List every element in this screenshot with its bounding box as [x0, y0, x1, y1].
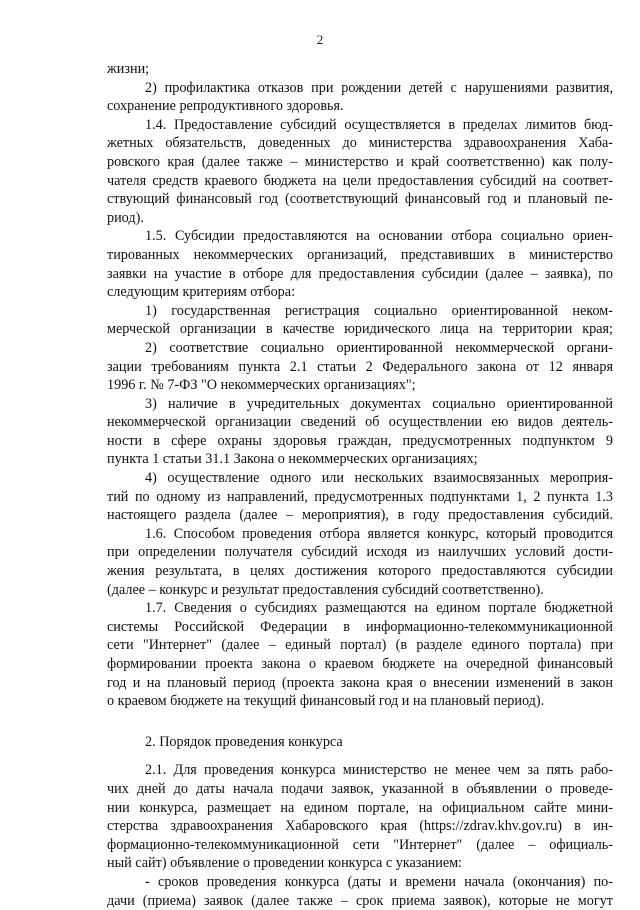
text-line: жения результата, в целях достижения которого предоставляются субсидии: [107, 563, 613, 580]
text-line: тий по одному из направлений, предусмотренных подпунктами 1, 2 пункта 1.3: [107, 488, 613, 505]
text-line: нии конкурса, размещает на едином портале, на официальном сайте мини-: [107, 799, 613, 816]
text-line: 2) соответствие социально ориентированной некоммерческой органи-: [145, 339, 613, 356]
text-line: системы Российской Федерации в информационно-телекоммуникационной: [107, 618, 613, 635]
text-line: сохранение репродуктивного здоровья.: [107, 98, 344, 115]
text-line: при определении получателя субсидий исходя из наилучших условий дости-: [107, 544, 613, 561]
text-line: жизни;: [107, 61, 150, 77]
text-line: тированных некоммерческих организаций, представивших в министерство: [107, 246, 613, 263]
text-line: сети "Интернет" (далее – единый портал) (в разделе единого портала) при: [107, 637, 613, 654]
text-line: мерческой организации в качестве юридического лица на территории края;: [107, 321, 613, 338]
text-line: жетных обязательств, доведенных до министерства здравоохранения Хаба-: [107, 135, 613, 152]
text-line: 2) профилактика отказов при рождении детей с нарушениями развития,: [145, 79, 613, 96]
text-line: - сроков проведения конкурса (даты и времени начала (окончания) по-: [145, 873, 613, 890]
text-line: дачи (приема) заявок (далее также – срок приема заявок), которые не могут: [107, 892, 613, 909]
text-line: 1.5. Субсидии предоставляются на основании отбора социально ориен-: [145, 228, 613, 245]
text-line: 2.1. Для проведения конкурса министерство не менее чем за пять рабо-: [145, 762, 613, 779]
text-line: заявки на участие в отборе для предоставления субсидии (далее – заявка), по: [107, 265, 613, 282]
text-line: о краевом бюджете на текущий финансовый год и на плановый период).: [107, 693, 545, 710]
text-line: пункта 1 статьи 31.1 Закона о некоммерческих организациях;: [107, 451, 478, 468]
text-line: ровского края (далее также – министерство и край соответственно) как полу-: [107, 153, 613, 170]
text-line: 3) наличие в учредительных документах социально ориентированной: [145, 395, 613, 412]
text-line: формационно-телекоммуникационной сети "Интернет" (далее – официаль-: [107, 836, 613, 853]
text-line: следующим критериям отбора:: [107, 284, 296, 301]
text-line: 1.6. Способом проведения отбора является конкурс, который проводится: [145, 525, 613, 542]
text-line: 1) государственная регистрация социально ориентированной неком-: [145, 302, 613, 319]
section-1-paragraphs: [107, 60, 613, 711]
text-line: ствующий финансовый год (соответствующий финансовый год и плановый пе-: [107, 191, 613, 208]
text-line: ный сайт) объявление о проведении конкурса с указанием:: [107, 855, 463, 872]
section-heading: 2. Порядок проведения конкурса: [145, 733, 343, 750]
text-line: некоммерческой организации сведений об осуществлении ею видов деятель-: [107, 414, 613, 431]
text-line: настоящего раздела (далее – мероприятия), в году предоставления субсидий.: [107, 507, 613, 524]
text-line: 1996 г. № 7-ФЗ "О некоммерческих организациях";: [107, 377, 416, 394]
section-2-paragraphs: [107, 761, 613, 910]
text-line: (далее – конкурс и результат предоставления субсидий соответственно).: [107, 581, 544, 598]
text-line: риод).: [107, 209, 144, 226]
text-line: 4) осуществление одного или нескольких взаимосвязанных мероприя-: [145, 470, 613, 487]
page-number: 2: [316, 32, 324, 47]
text-line: чих дней до даты начала подачи заявок, указанной в объявлении о проведе-: [107, 780, 613, 797]
text-line: формировании проекта закона о краевом бюджете на очередной финансовый: [107, 656, 613, 672]
text-line: ности в сфере охраны здоровья граждан, предусмотренных подпунктом 9: [107, 432, 613, 449]
text-line: чателя средств краевого бюджета на цели предоставления субсидий на соответ-: [107, 172, 613, 189]
text-line: зации требованиям пункта 2.1 статьи 2 Федерального закона от 12 января: [107, 358, 613, 375]
section-gap: [107, 711, 613, 733]
document-body: [107, 60, 613, 910]
heading-gap: [107, 751, 613, 761]
text-line: стерства здравоохранения Хабаровского края (https://zdrav.khv.gov.ru) в ин-: [107, 818, 613, 835]
text-line: год и на плановый период (проекта закона края о внесении изменений в закон: [107, 674, 613, 691]
text-line: 1.7. Сведения о субсидиях размещаются на едином портале бюджетной: [145, 600, 613, 617]
text-line: 1.4. Предоставление субсидий осуществляется в пределах лимитов бюд-: [145, 116, 613, 133]
